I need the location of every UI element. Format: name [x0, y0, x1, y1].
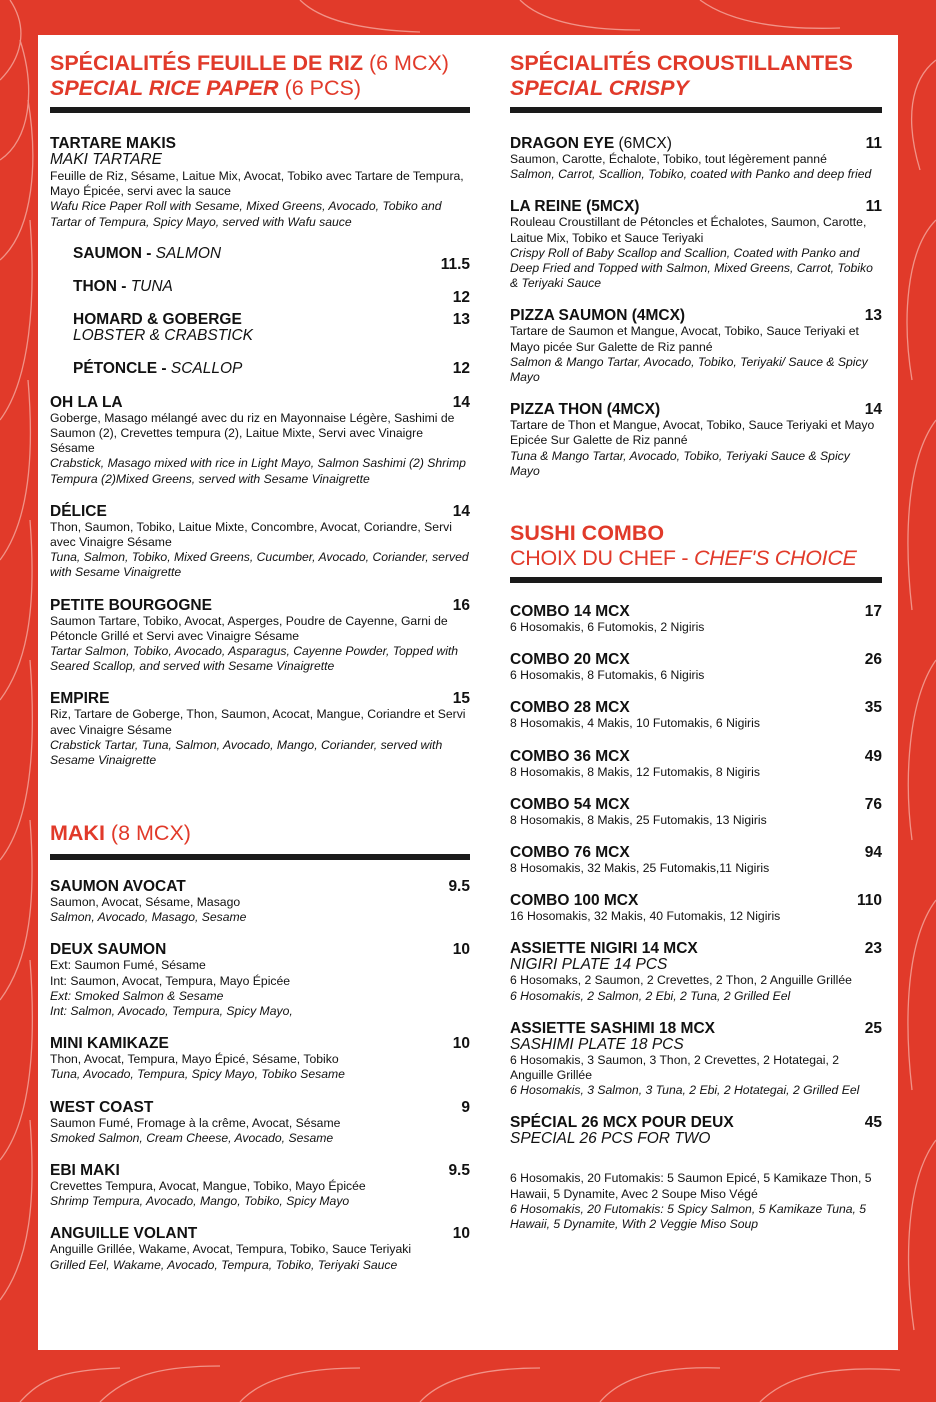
item-description: 8 Hosomakis, 32 Makis, 25 Futomakis,11 Nigiris — [510, 861, 770, 876]
item-price: 16 — [452, 596, 470, 614]
item-name: COMBO 76 MCX — [510, 844, 630, 862]
menu-item-nigiri-plate[interactable] — [510, 940, 882, 1003]
menu-item-empire[interactable] — [50, 690, 470, 768]
item-name: EMPIRE — [50, 690, 110, 708]
item-description: 6 Hosomakis, 6 Futomokis, 2 Nigiris — [510, 620, 705, 634]
item-price: 94 — [864, 844, 882, 862]
menu-item-pizza-thon[interactable] — [510, 401, 882, 479]
item-name: COMBO 28 MCX — [510, 699, 630, 717]
item-price: 11 — [865, 198, 882, 216]
item-price: 23 — [864, 940, 882, 958]
option-price: 11.5 — [440, 255, 470, 273]
menu-item-delice[interactable] — [50, 503, 470, 581]
menu-item-combo-28[interactable] — [510, 699, 882, 731]
option-name: THON - TUNA — [73, 277, 173, 295]
crispy-title: SPÉCIALITÉS CROUSTILLANTES — [510, 51, 853, 75]
menu-item-combo-76[interactable] — [510, 844, 882, 876]
item-price: 49 — [864, 747, 882, 765]
item-name: SPÉCIAL 26 MCX POUR DEUX — [510, 1114, 734, 1132]
item-price: 10 — [452, 1035, 470, 1053]
item-price: 15 — [452, 690, 470, 708]
menu-item-deux-saumon[interactable] — [50, 941, 470, 1019]
menu-item-saumon-avocat[interactable] — [50, 878, 470, 925]
item-description-en: 6 Hosomakis, 3 Salmon, 3 Tuna, 2 Ebi, 2 Hotategai, 2 Grilled Eel — [510, 1083, 860, 1098]
item-description: Int: Saumon, Avocat, Tempura, Mayo Épicée — [50, 973, 291, 988]
item-subname: SASHIMI PLATE 18 PCS — [510, 1035, 684, 1053]
item-subname: NIGIRI PLATE 14 PCS — [510, 956, 668, 974]
item-description-en: Grilled Eel, Wakame, Avocado, Tempura, Tobiko, Teriyaki Sauce — [50, 1257, 398, 1272]
item-description-en: Int: Salmon, Avocado, Tempura, Spicy Mayo, — [50, 1004, 293, 1019]
item-price: 9 — [461, 1098, 470, 1116]
item-description: 8 Hosomakis, 4 Makis, 10 Futomakis, 6 Nigiris — [510, 716, 760, 731]
item-description: Riz, Tartare de Goberge, Thon, Saumon, Acocat, Mangue, Coriandre et Servi avec Vinaigre Sésame — [50, 707, 466, 737]
item-description: 6 Hosomaks, 2 Saumon, 2 Crevettes, 2 Thon, 2 Anguille Grillée — [510, 973, 852, 988]
option-name: PÉTONCLE - SCALLOP — [73, 359, 243, 377]
maki-title: MAKI (8 MCX) — [50, 821, 191, 845]
item-name: EBI MAKI — [50, 1162, 120, 1180]
rice-paper-section — [50, 51, 470, 768]
item-name: ANGUILLE VOLANT — [50, 1225, 198, 1243]
item-name: COMBO 20 MCX — [510, 651, 630, 669]
item-price: 45 — [864, 1114, 882, 1132]
item-price: 25 — [864, 1019, 882, 1037]
section-divider — [510, 107, 882, 113]
combo-title: SUSHI COMBO — [510, 521, 665, 545]
right-column — [510, 51, 882, 1232]
item-subname: SPECIAL 26 PCS FOR TWO — [510, 1130, 711, 1148]
left-column — [50, 51, 470, 1272]
item-description-en: Shrimp Tempura, Avocado, Mango, Tobiko, Spicy Mayo — [50, 1194, 350, 1209]
item-name: COMBO 100 MCX — [510, 892, 639, 910]
item-price: 14 — [864, 401, 882, 419]
item-price: 17 — [864, 603, 882, 620]
item-name: PIZZA THON (4MCX) — [510, 401, 661, 419]
menu-item-petite-bourgogne[interactable] — [50, 597, 470, 675]
maki-section — [50, 821, 470, 1273]
item-name: DEUX SAUMON — [50, 941, 167, 959]
item-description: 6 Hosomakis, 3 Saumon, 3 Thon, 2 Crevettes, 2 Hotategai, 2 Anguille Grillée — [510, 1052, 840, 1083]
option-price: 12 — [452, 359, 470, 377]
item-name: ASSIETTE NIGIRI 14 MCX — [510, 940, 698, 958]
item-name: ASSIETTE SASHIMI 18 MCX — [510, 1019, 715, 1037]
item-description: Feuille de Riz, Sésame, Laitue Mix, Avocat, Tobiko avec Tartare de Tempura, Mayo Épicée, servi avec la sauce — [50, 169, 464, 199]
item-price: 76 — [864, 795, 882, 813]
option-subname: LOBSTER & CRABSTICK — [73, 326, 254, 344]
rice-paper-title: SPÉCIALITÉS FEUILLE DE RIZ (6 MCX) — [50, 51, 449, 75]
option-name: SAUMON - SALMON — [73, 244, 222, 262]
rice-paper-subtitle: SPECIAL RICE PAPER (6 PCS) — [50, 76, 362, 100]
item-name: PIZZA SAUMON (4MCX) — [510, 307, 686, 325]
menu-item-sashimi-plate[interactable] — [510, 1020, 882, 1099]
option-price: 12 — [452, 288, 470, 306]
item-description: Goberge, Masago mélangé avec du riz en Mayonnaise Légère, Sashimi de Saumon (2), Crevettes tempura (2), Laitue Mixte, Servi avec Vinaigre Sésame — [50, 410, 455, 456]
item-description-en: Smoked Salmon, Cream Cheese, Avocado, Sesame — [50, 1130, 334, 1145]
item-description-en: Crabstick, Masago mixed with rice in Light Mayo, Salmon Sashimi (2) Shrimp Tempura (2)Mixed Greens, served with Sesame Vinaigrette — [50, 456, 466, 486]
item-description: Anguille Grillée, Wakame, Avocat, Tempura, Tobiko, Sauce Teriyaki — [50, 1242, 412, 1257]
item-description: 16 Hosomakis, 32 Makis, 40 Futomakis, 12 Nigiris — [510, 909, 781, 924]
menu-item-combo-100[interactable] — [510, 892, 882, 924]
item-description-en: Ext: Smoked Salmon & Sesame — [50, 988, 224, 1003]
item-subname: MAKI TARTARE — [50, 151, 162, 168]
item-price: 26 — [864, 651, 882, 669]
item-name: TARTARE MAKIS — [50, 135, 176, 152]
menu-item-tartare-makis[interactable] — [50, 135, 470, 230]
item-description: 6 Hosomakis, 8 Futomakis, 6 Nigiris — [510, 668, 705, 683]
item-name: COMBO 54 MCX — [510, 795, 630, 813]
item-description: Saumon Fumé, Fromage à la crême, Avocat, Sésame — [50, 1115, 341, 1130]
item-name: PETITE BOURGOGNE — [50, 596, 212, 614]
item-description-en: Wafu Rice Paper Roll with Sesame, Mixed Greens, Avocado, Tobiko and Tartar of Tempura, Spicy Mayo, served with Wafu sauce — [50, 199, 442, 229]
item-description-en: Tuna, Salmon, Tobiko, Mixed Greens, Cucumber, Avocado, Coriander, served with Sesame Vinaigrette — [50, 550, 469, 580]
menu-item-oh-la-la[interactable] — [50, 394, 470, 487]
item-description-en: Tuna, Avocado, Tempura, Spicy Mayo, Tobiko Sesame — [50, 1067, 345, 1082]
menu-item-dragon-eye[interactable] — [510, 135, 882, 182]
item-description: Thon, Avocat, Tempura, Mayo Épicé, Sésame, Tobiko — [50, 1052, 339, 1067]
item-description-en: Tartar Salmon, Tobiko, Avocado, Asparagus, Cayenne Powder, Topped with Seared Scallop, and served with Sesame Vinaigrette — [50, 644, 459, 674]
item-price: 14 — [452, 393, 470, 411]
menu-item-combo-54[interactable] — [510, 796, 882, 828]
option-tuna[interactable] — [50, 278, 470, 311]
section-divider — [50, 854, 470, 860]
item-description-en: Crabstick Tartar, Tuna, Salmon, Avocado, Mango, Coriander, served with Sesame Vinaigrette — [50, 737, 443, 768]
sushi-combo-section — [510, 521, 882, 1232]
item-description: 6 Hosomakis, 20 Futomakis: 5 Saumon Epicé, 5 Kamikaze Thon, 5 Hawaii, 5 Dynamite, Avec 2 Soupe Miso Végé — [510, 1171, 872, 1201]
item-description: Saumon Tartare, Tobiko, Avocat, Asperges, Poudre de Cayenne, Garni de Pétoncle Grillé et Servi avec Vinaigre Sésame — [50, 613, 448, 643]
item-description: Ext: Saumon Fumé, Sésame — [50, 958, 206, 973]
item-price: 13 — [864, 307, 882, 325]
item-price: 35 — [864, 699, 882, 717]
item-name: COMBO 36 MCX — [510, 747, 630, 765]
option-lobster-crabstick[interactable] — [50, 311, 470, 360]
crispy-section — [510, 51, 882, 479]
item-name: WEST COAST — [50, 1098, 154, 1116]
item-description: 8 Hosomakis, 8 Makis, 25 Futomakis, 13 Nigiris — [510, 812, 767, 827]
item-description-en: Crispy Roll of Baby Scallop and Scallion, Coated with Panko and Deep Fried and Topped with Salmon, Mixed Greens, Carrot, Tobiko & Teriyaki Sauce — [510, 245, 873, 291]
menu-item-mini-kamikaze[interactable] — [50, 1035, 470, 1082]
menu-item-combo-20[interactable] — [510, 651, 882, 683]
item-description: Tartare de Thon et Mangue, Avocat, Tobiko, Sauce Teriyaki et Mayo Epicée Sur Galette de Riz panné — [510, 418, 875, 448]
option-salmon[interactable] — [50, 245, 470, 278]
item-description: Rouleau Croustillant de Pétoncles et Échalotes, Saumon, Carotte, Laitue Mix, Tobiko et Sauce Teriyaki — [510, 215, 867, 245]
item-price: 9.5 — [448, 878, 470, 895]
option-price: 13 — [452, 310, 470, 328]
item-description-en: 6 Hosomakis, 20 Futomakis: 5 Spicy Salmon, 5 Kamikaze Tuna, 5 Hawaii, 5 Dynamite, With 2 Veggie Miso Soup — [510, 1201, 867, 1232]
menu-item-combo-36[interactable] — [510, 748, 882, 780]
menu-item-ebi-maki[interactable] — [50, 1162, 470, 1209]
item-description-en: Salmon & Mango Tartar, Avocado, Tobiko, Teriyaki/ Sauce & Spicy Mayo — [510, 354, 868, 385]
menu-item-la-reine[interactable] — [510, 198, 882, 291]
section-divider — [510, 577, 882, 583]
combo-subtitle: CHOIX DU CHEF - CHEF'S CHOICE — [510, 546, 857, 570]
option-scallop[interactable] — [50, 360, 470, 394]
item-name: SAUMON AVOCAT — [50, 878, 186, 895]
menu-item-special-26[interactable] — [510, 1114, 882, 1232]
item-price: 11 — [865, 135, 882, 152]
menu-page — [38, 35, 898, 1350]
section-divider — [50, 107, 470, 113]
item-description-en: Salmon, Avocado, Masago, Sesame — [50, 910, 247, 925]
menu-item-anguille-volant[interactable] — [50, 1225, 470, 1272]
item-description: Saumon, Carotte, Échalote, Tobiko, tout légèrement panné — [510, 152, 827, 166]
item-description: Tartare de Saumon et Mangue, Avocat, Tobiko, Sauce Teriyaki et Mayo picée Sur Galette de Riz panné — [510, 324, 859, 354]
menu-item-combo-14[interactable] — [510, 603, 882, 635]
option-name: HOMARD & GOBERGE — [73, 310, 242, 328]
menu-item-pizza-saumon[interactable] — [510, 307, 882, 385]
menu-item-west-coast[interactable] — [50, 1099, 470, 1146]
item-name: DRAGON EYE (6MCX) — [510, 135, 672, 152]
item-price: 10 — [452, 1225, 470, 1243]
item-price: 14 — [452, 502, 470, 520]
item-description: Thon, Saumon, Tobiko, Laitue Mixte, Concombre, Avocat, Coriandre, Servi avec Vinaigre Sésame — [50, 519, 452, 550]
item-name: LA REINE (5MCX) — [510, 198, 640, 216]
crispy-subtitle: SPECIAL CRISPY — [510, 76, 689, 100]
item-name: MINI KAMIKAZE — [50, 1035, 169, 1053]
item-price: 9.5 — [448, 1162, 470, 1180]
item-description: 8 Hosomakis, 8 Makis, 12 Futomakis, 8 Nigiris — [510, 764, 760, 779]
item-name: COMBO 14 MCX — [510, 603, 630, 620]
item-description: Saumon, Avocat, Sésame, Masago — [50, 895, 241, 909]
item-name: OH LA LA — [50, 393, 123, 411]
item-description-en: 6 Hosomakis, 2 Salmon, 2 Ebi, 2 Tuna, 2 Grilled Eel — [510, 988, 791, 1003]
item-price: 110 — [856, 892, 882, 910]
item-description: Crevettes Tempura, Avocat, Mangue, Tobiko, Mayo Épicée — [50, 1179, 366, 1194]
item-price: 10 — [452, 941, 470, 959]
item-description-en: Tuna & Mango Tartar, Avocado, Tobiko, Teriyaki Sauce & Spicy Mayo — [510, 448, 850, 478]
item-name: DÉLICE — [50, 502, 107, 520]
item-description-en: Salmon, Carrot, Scallion, Tobiko, coated with Panko and deep fried — [510, 167, 872, 182]
